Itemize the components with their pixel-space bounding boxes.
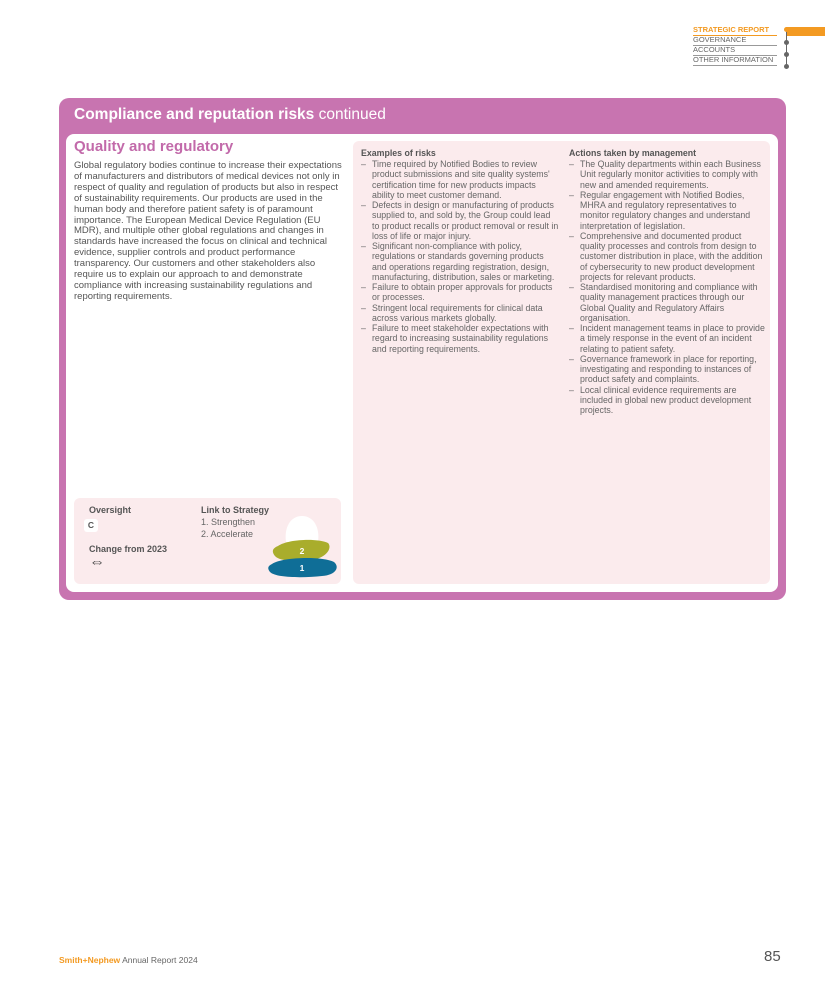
actions-list-item: – Governance framework in place for reporting, investigating and responding to instances of product safety and complaints. [569, 354, 767, 385]
panel-title-bold: Compliance and reputation risks [74, 106, 315, 123]
footer-report-title [59, 955, 198, 965]
actions-list-item: – Incident management teams in place to provide a timely response in the event of an incident relating to patient safety. [569, 323, 767, 354]
nav-item-governance[interactable]: GOVERNANCE [693, 36, 777, 46]
nav-item-strategic-report[interactable]: STRATEGIC REPORT [693, 26, 777, 36]
actions-list-item: – Comprehensive and documented product quality processes and controls from design to customer distribution in place, with the addition of cybersecurity to new product development projects for relevant products. [569, 231, 767, 282]
footer-report: Annual Report 2024 [122, 955, 198, 965]
examples-list-item: – Failure to obtain proper approvals for products or processes. [361, 282, 559, 303]
oversight-badge: C [84, 519, 98, 532]
strategy-item-strengthen: 1. Strengthen [201, 517, 256, 527]
examples-heading: Examples of risks [361, 148, 436, 158]
strategy-stones-icon [264, 512, 340, 578]
examples-list-item: – Significant non-compliance with policy, regulations or standards governing products and operations regarding registration, design, manufacturing, distribution, sales or marketing. [361, 241, 559, 282]
actions-list-item: – Regular engagement with Notified Bodies, MHRA and regulatory representatives to monitor regulatory changes and understand interpretation of legislation. [569, 190, 767, 231]
examples-list-item: – Stringent local requirements for clinical data across various markets globally. [361, 303, 559, 324]
stone-label-1: 1 [299, 563, 305, 573]
panel-title-continued: continued [318, 106, 386, 123]
nav-item-accounts[interactable]: ACCOUNTS [693, 46, 777, 56]
nav-dot-icon [784, 27, 789, 32]
panel-title [74, 106, 386, 124]
nav-rail [786, 29, 787, 67]
nav-item-other-information[interactable]: OTHER INFORMATION [693, 56, 777, 66]
risk-detail-box [353, 141, 770, 584]
examples-list-item: – Time required by Notified Bodies to review product submissions and site quality systems' certification time for new products impacts ability to meet customer demand. [361, 159, 559, 200]
examples-list-item: – Defects in design or manufacturing of products supplied to, and sold by, the Group could lead to product recalls or product removal or result in loss of life or major injury. [361, 200, 559, 241]
risk-description [74, 138, 342, 303]
strategy-item-accelerate: 2. Accelerate [201, 529, 254, 539]
strategy-label: Link to Strategy [201, 505, 270, 515]
page-number: 85 [764, 948, 781, 965]
examples-column [361, 148, 559, 354]
actions-column [569, 148, 767, 415]
examples-list-item: – Failure to meet stakeholder expectations with regard to increasing sustainability regulations and reporting requirements. [361, 323, 559, 354]
stone-top [286, 516, 319, 542]
actions-list-item: – Standardised monitoring and compliance with quality management practices through our Global Quality and Regulatory Affairs organisation. [569, 282, 767, 323]
risk-panel [59, 98, 786, 600]
nav-dot-icon [784, 40, 789, 45]
actions-list-item: – The Quality departments within each Business Unit regularly monitor activities to comply with new and amended requirements. [569, 159, 767, 190]
stone-label-2: 2 [299, 546, 305, 556]
examples-list [361, 159, 559, 354]
actions-list [569, 159, 767, 415]
actions-heading: Actions taken by management [569, 148, 697, 158]
panel-content [66, 134, 778, 592]
no-change-arrow-icon: ⇔ [89, 554, 105, 571]
section-title: Quality and regulatory [74, 138, 234, 155]
footer-brand: Smith+Nephew [59, 955, 121, 965]
change-label: Change from 2023 [89, 544, 168, 554]
nav-active-tab-marker [786, 27, 825, 36]
section-body: Global regulatory bodies continue to increase their expectations of manufacturers and distributors of medical devices not only in respect of quality and regulation of products but also in respect of sustainability requirements. Our products are used in the human body and therefore patient safety is of paramount importance. The European Medical Device Regulation (EU MDR), and multiple other global regulations and changes in standards have increased the focus on clinical and technical evidence, supplier controls and product performance transparency. Our customers and other stakeholders also require us to explain our approach to and demonstrate compliance with increasing sustainability regulations and reporting requirements. [74, 160, 342, 302]
nav-dot-icon [784, 64, 789, 69]
oversight-box [74, 498, 341, 584]
nav-dot-icon [784, 52, 789, 57]
actions-list-item: – Local clinical evidence requirements are included in global new product development projects. [569, 385, 767, 416]
section-nav [693, 26, 777, 66]
oversight-label: Oversight [89, 505, 132, 515]
